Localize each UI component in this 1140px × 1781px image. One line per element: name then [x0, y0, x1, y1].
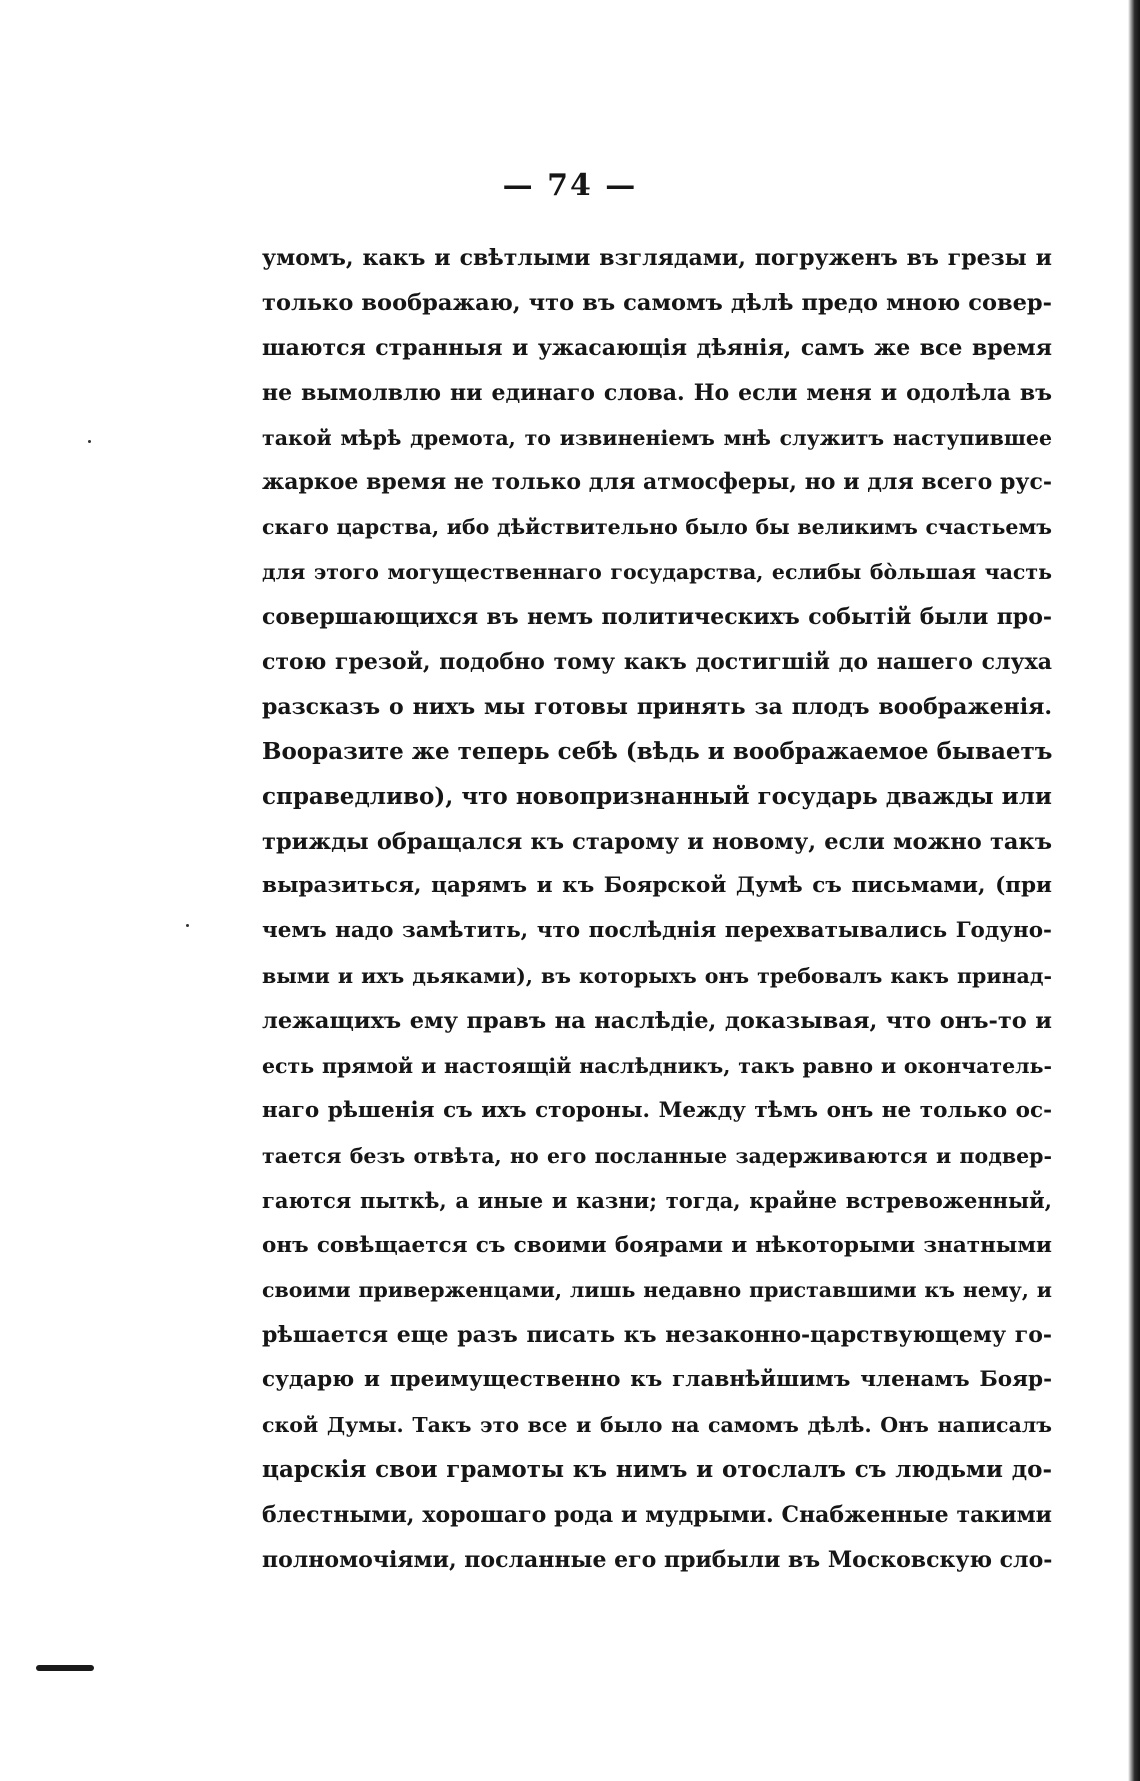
text-line: справедливо), что новопризнанный государь дважды или — [262, 782, 1052, 810]
text-line: выми и ихъ дьяками), въ которыхъ онъ требовалъ какъ принад- — [262, 964, 1052, 989]
text-line: гаются пыткѣ, а иные и казни; тогда, крайне встревоженный, — [262, 1187, 1052, 1213]
page-edge-shadow — [1128, 0, 1140, 1781]
text-line: умомъ, какъ и свѣтлыми взглядами, погруженъ въ грезы и — [262, 245, 1052, 271]
text-line: есть прямой и настоящій наслѣдникъ, такъ равно и окончатель- — [262, 1054, 1052, 1079]
text-line: сударю и преимущественно къ главнѣйшимъ членамъ Бояр- — [262, 1367, 1052, 1393]
text-line: Вооразите же теперь себѣ (вѣдь и воображаемое бываетъ — [262, 737, 1052, 765]
text-line: ской Думы. Такъ это все и было на самомъ дѣлѣ. Онъ написалъ — [262, 1413, 1052, 1438]
margin-speck — [186, 924, 189, 927]
page-number: — 74 — — [502, 168, 638, 203]
text-line: чемъ надо замѣтить, что послѣднія перехватывались Годуно- — [262, 918, 1052, 944]
text-line: разсказъ о нихъ мы готовы принять за плодъ воображенія. — [262, 693, 1052, 720]
text-line: тается безъ отвѣта, но его посланные задерживаются и подвер- — [262, 1143, 1052, 1168]
text-line: скаго царства, ибо дѣйствительно было бы великимъ счастьемъ — [262, 515, 1052, 540]
text-line: только воображаю, что въ самомъ дѣлѣ предо мною совер- — [262, 289, 1052, 316]
text-line: не вымолвлю ни единаго слова. Но если меня и одолѣла въ — [262, 379, 1052, 406]
text-line: лежащихъ ему правъ на наслѣдіе, доказывая, что онъ-то и — [262, 1008, 1052, 1035]
text-line: шаются странныя и ужасающія дѣянія, самъ же все время — [262, 334, 1052, 361]
text-line: царскія свои грамоты къ нимъ и отослалъ съ людьми до- — [262, 1456, 1052, 1484]
margin-dash-mark — [36, 1665, 94, 1671]
text-line: наго рѣшенія съ ихъ стороны. Между тѣмъ онъ не только ос- — [262, 1097, 1052, 1123]
text-line: совершающихся въ немъ политическихъ событій были про- — [262, 604, 1052, 631]
body-text — [262, 236, 1052, 1583]
text-line: трижды обращался къ старому и новому, если можно такъ — [262, 828, 1052, 855]
text-line: своими приверженцами, лишь недавно приставшими къ нему, и — [262, 1278, 1052, 1303]
margin-speck — [88, 440, 91, 443]
text-line: для этого могущественнаго государства, еслибы бо̀льшая часть — [262, 560, 1052, 585]
text-line: онъ совѣщается съ своими боярами и нѣкоторыми знатными — [262, 1232, 1052, 1258]
text-line: выразиться, царямъ и къ Боярской Думѣ съ письмами, (при — [262, 873, 1052, 899]
text-line: блестными, хорошаго рода и мудрыми. Снабженные такими — [262, 1501, 1052, 1528]
text-line: жаркое время не только для атмосферы, но и для всего рус- — [262, 469, 1052, 496]
text-line: полномочіями, посланные его прибыли въ Московскую сло- — [262, 1546, 1052, 1573]
text-line: рѣшается еще разъ писать къ незаконно-царствующему го- — [262, 1322, 1052, 1349]
text-line: такой мѣрѣ дремота, то извиненіемъ мнѣ служитъ наступившее — [262, 425, 1052, 450]
text-line: стою грезой, подобно тому какъ достигшій до нашего слуха — [262, 649, 1052, 676]
